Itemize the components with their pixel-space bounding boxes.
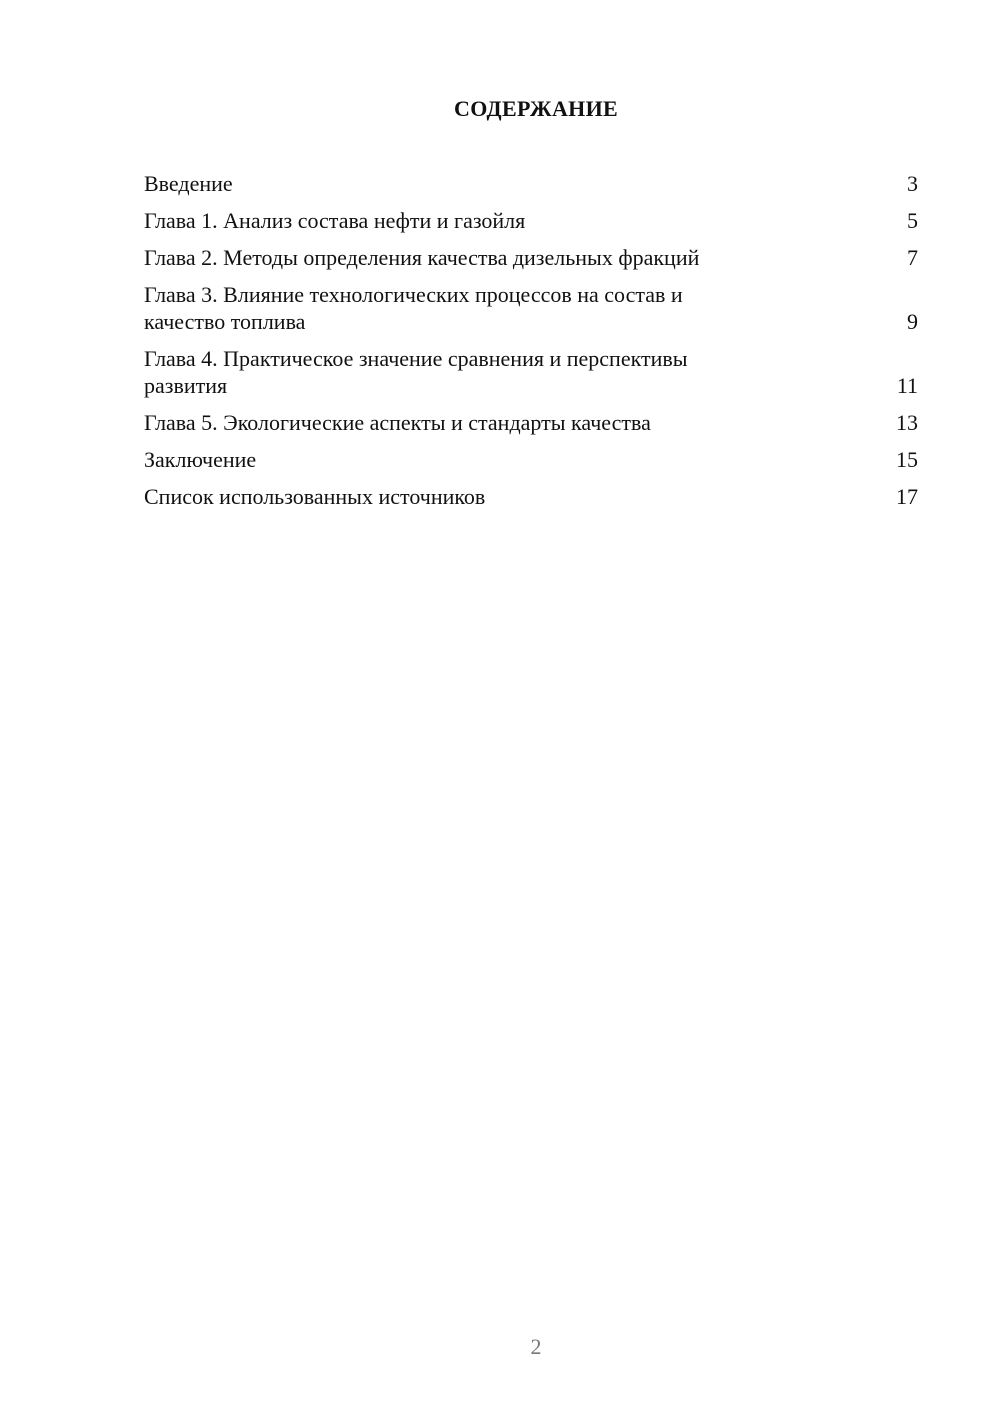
toc-entry-introduction — [144, 170, 918, 197]
toc-heading: СОДЕРЖАНИЕ — [454, 96, 618, 121]
toc-entry-chapter-4 — [144, 345, 918, 399]
toc-entry-title: Глава 1. Анализ состава нефти и газойля — [144, 208, 526, 233]
toc-entry-chapter-5 — [144, 409, 918, 436]
toc-entry-chapter-2 — [144, 244, 918, 271]
toc-entry-chapter-1 — [144, 207, 918, 234]
toc-entry-conclusion — [144, 446, 918, 473]
toc-entry-page: 11 — [896, 373, 918, 398]
toc-entry-title: Глава 5. Экологические аспекты и стандарты качества — [144, 410, 651, 435]
toc-entry-page: 9 — [907, 309, 918, 334]
toc-entry-references — [144, 483, 918, 510]
toc-entry-page: 3 — [907, 171, 918, 196]
toc-entry-title: Глава 3. Влияние технологических процессов на состав и качество топлива — [144, 282, 683, 334]
toc-entry-title: Глава 4. Практическое значение сравнения и перспективы развития — [144, 346, 688, 398]
toc-entry-page: 13 — [896, 410, 918, 435]
toc-entry-title: Введение — [144, 171, 233, 196]
toc-entry-page: 17 — [896, 484, 918, 509]
toc-entry-title: Список использованных источников — [144, 484, 486, 509]
toc-entry-chapter-3 — [144, 281, 918, 335]
toc-entry-page: 5 — [907, 208, 918, 233]
toc-entry-page: 15 — [896, 447, 918, 472]
toc-entry-title: Глава 2. Методы определения качества дизельных фракций — [144, 245, 700, 270]
table-of-contents — [144, 170, 918, 520]
toc-entry-page: 7 — [907, 245, 918, 270]
toc-entry-title: Заключение — [144, 447, 257, 472]
page-number: 2 — [530, 1334, 542, 1359]
